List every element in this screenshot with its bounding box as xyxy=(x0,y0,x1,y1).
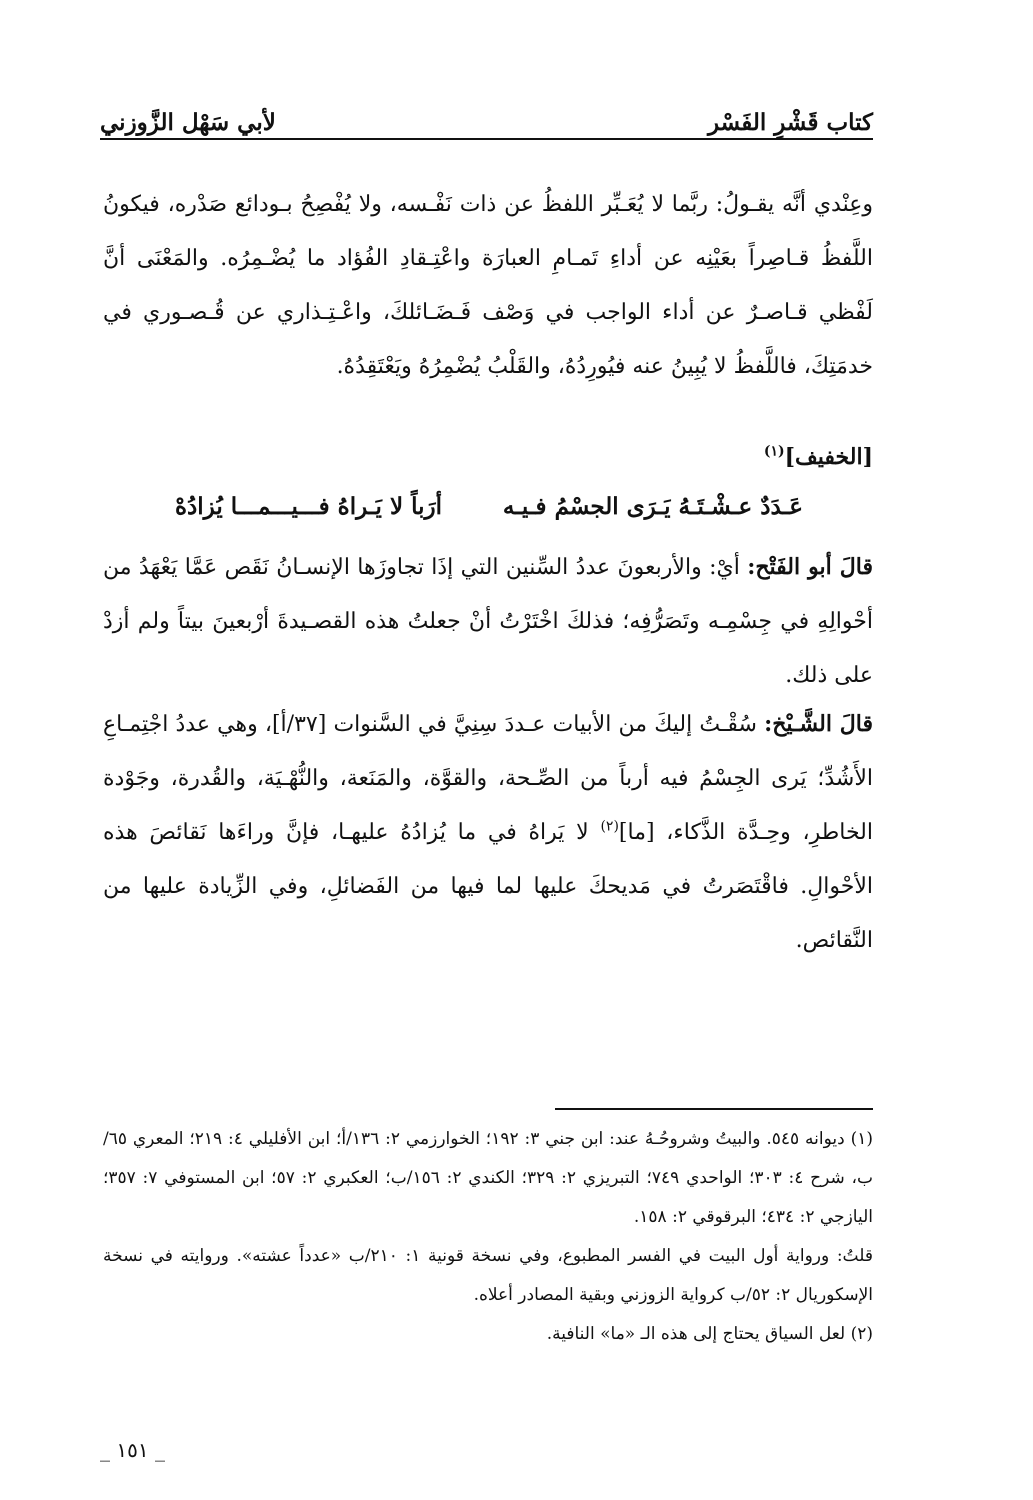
header-rule xyxy=(100,138,873,140)
speaker-sheikh: قالَ الشَّـيْخ: xyxy=(764,711,873,737)
meter-footnote-ref: (١) xyxy=(763,443,785,460)
paragraph-1-text: وعِنْدي أنَّه يقـولُ: ربَّما لا يُعَـبِّر اللفظُ عن ذات نَفْـسه، ولا يُفْصِحُ بـودائع صَدْره، فيكونُ اللَّفظُ قـاصِراً بعَيْنِه عن أداءِ تَمـامِ العبارَة واعْتِـقادِ الفُؤاد ما يُضْـمِرُه. والمَعْنَى أنَّ لَفْظي قـاصـرٌ عن أداء الواجب في وَصْف فَـضَـائلكَ، واعْـتِـذاري عن قُـصـوري في خدمَتِكَ، فاللَّفظُ لا يُبِينُ عنه فيُورِدُهُ، والقَلْبُ يُضْمِرُهُ ويَعْتَقِدُهُ. xyxy=(103,192,873,379)
commentary-paragraph-abu-alfath xyxy=(103,540,873,703)
paragraph-2 xyxy=(103,540,873,703)
paragraph-2-text: أيْ: والأربعونَ عددُ السِّنين التي إذَا تجاوزَها الإنسـانُ نَقَص عَمَّا يَعْهَدُ من أحْوالِهِ في جِسْمِـه وتَصَرُّفِه؛ فذلكَ اخْتَرْتُ أنْ جعلتُ هذه القصـيدةَ أرْبعينَ بيتاً ولم أزدْ على ذلك. xyxy=(103,555,873,688)
commentary-paragraph-sheikh xyxy=(103,697,873,968)
verse-second-hemistich: أرَباً لا يَـراهُ فـــيـــمـــا يُزادُهْ xyxy=(175,493,442,520)
commentary-paragraph-1 xyxy=(103,178,873,394)
footnote-1-note: قلتُ: ورواية أول البيت في الفسر المطبوع، وفي نسخة قونية ١: ٢١٠/ب «عدداً عشته». وروايته في نسخة الإسكوريال ٢: ٥٢/ب كرواية الزوزني وبقية المصادر أعلاه. xyxy=(103,1246,873,1305)
meter-name: [الخفيف] xyxy=(784,444,873,470)
meter-label xyxy=(103,433,873,481)
paragraph-3-footnote-ref: (٢) xyxy=(600,818,619,835)
footnote-2: (٢) لعل السياق يحتاج إلى هذه الـ «ما» النافية. xyxy=(546,1324,873,1344)
footnotes xyxy=(103,1120,873,1354)
paragraph-3-text-b: لا يَراهُ في ما يُزادُهُ عليهـا، فإنَّ وراءَها نَقائصَ هذه الأحْوالِ. فاقْتَصَرتُ في مَديحكَ عليها لما فيها من الفَضائلِ، وفي الزِّيادة عليها من النَّقائص. xyxy=(103,820,873,953)
footnote-1: (١) ديوانه ٥٤٥. والبيتُ وشروحُـهُ عند: ابن جني ٣: ١٩٢؛ الخوارزمي ٢: ١٣٦/أ؛ ابن الأفليلي ٤: ٢١٩؛ المعري ٦٥/ب، شرح ٤: ٣٠٣؛ الواحدي ٧٤٩؛ التبريزي ٢: ٣٢٩؛ الكندي ٢: ١٥٦/ب؛ العكبري ٢: ٥٧؛ ابن المستوفي ٧: ٣٥٧؛ اليازجي ٢: ٤٣٤؛ البرقوقي ٢: ١٥٨. xyxy=(103,1129,873,1227)
header-book-title: كتاب قَشْرِ الفَسْر xyxy=(707,109,873,136)
paragraph-3 xyxy=(103,697,873,968)
poetry-verse xyxy=(175,482,803,532)
footnote-rule xyxy=(555,1108,873,1110)
verse-first-hemistich: عَـدَدٌ عـشْـتَـهُ يَـرَى الجسْمُ فـيـه xyxy=(502,493,803,520)
paragraph-3-text-a: سُقْـتُ إليكَ من الأبيات عـددَ سِنِيَّ في السَّنوات [٣٧/أ]، وهي عددُ اجْتِمـاعِ الأَشُدِّ؛ يَرى الجِسْمُ فيه أرباً من الصِّـحة، والقوَّة، والمَنَعة، والنُّهْـيَة، والقُدرة، وجَوْدة الخاطرِ، وحِـدَّة الذَّكاء، [ما] xyxy=(103,712,873,845)
header-author-title: لأبي سَهْل الزَّوزني xyxy=(100,109,276,136)
page-number: _ ١٥١ _ xyxy=(100,1438,165,1462)
speaker-abu-alfath: قالَ أبو الفَتْح: xyxy=(747,554,873,580)
running-header xyxy=(100,100,873,136)
